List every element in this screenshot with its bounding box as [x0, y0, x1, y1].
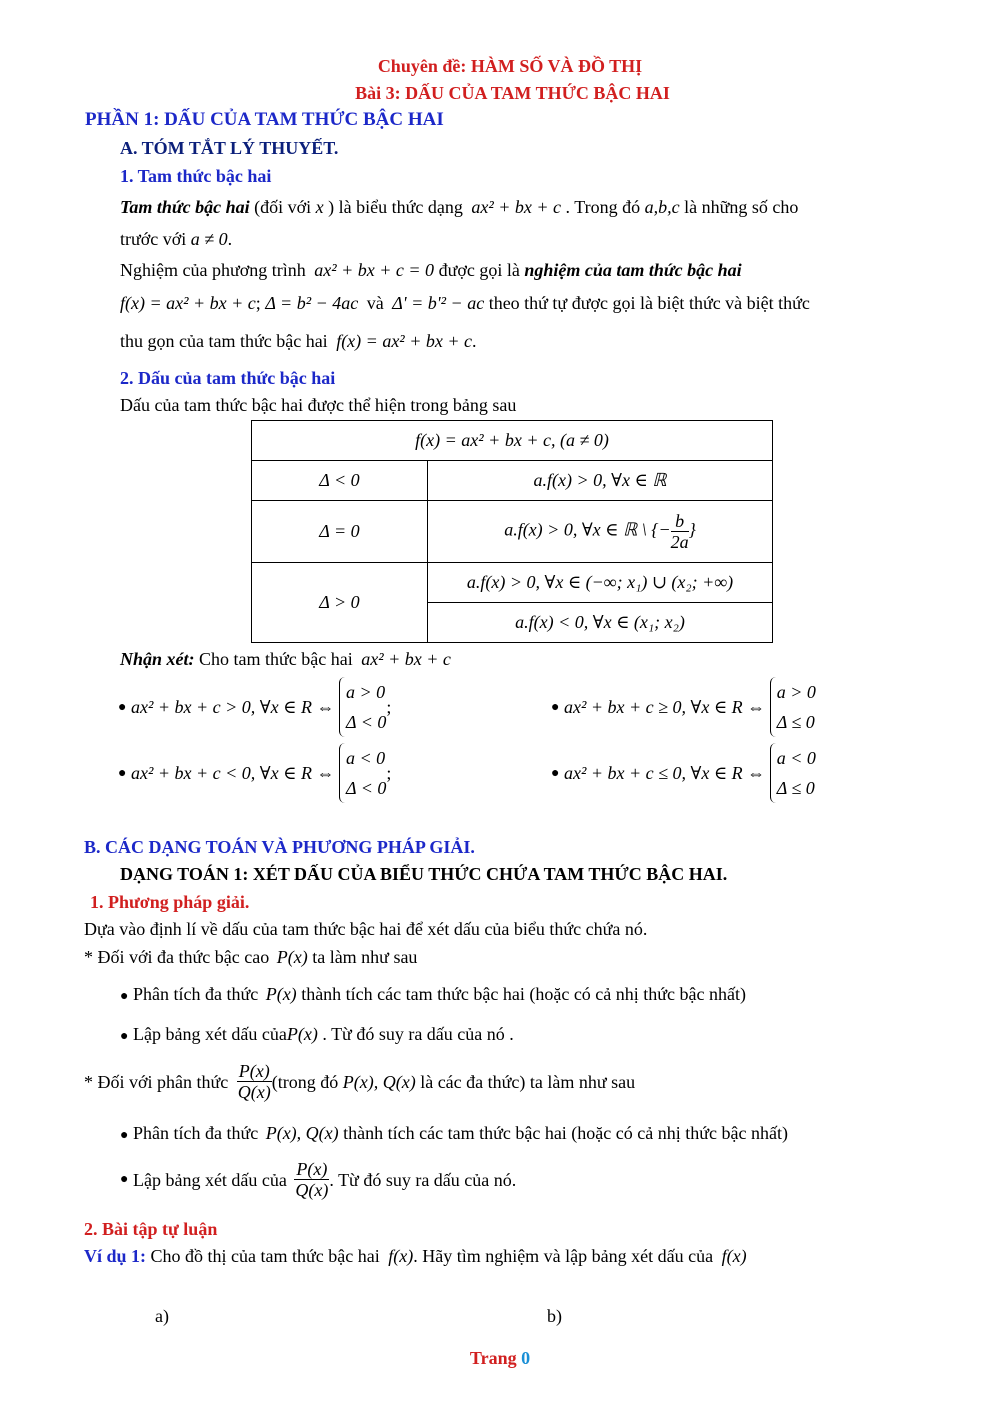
sign-row-1-result: a.f(x) > 0, ∀x ∈ ℝ: [428, 461, 773, 501]
poly-step-2-text-2: . Từ đó suy ra dấu của nó .: [322, 1024, 514, 1044]
sign-table: [251, 420, 773, 643]
poly-step-2-text-1: Lập bảng xét dấu của: [132, 1024, 287, 1044]
sign-row-3-result-2: a.f(x) < 0, ∀x ∈ (x₁; x₂): [428, 603, 773, 643]
remark-text: Cho tam thức bậc hai: [199, 649, 353, 669]
frac-intro-text-2: (trong đó: [271, 1071, 339, 1092]
page-footer: [0, 1348, 1000, 1369]
section-b-title: B. CÁC DẠNG TOÁN VÀ PHƯƠNG PHÁP GIẢI.: [84, 837, 475, 857]
bullet-icon: ●: [120, 1128, 129, 1143]
frac-intro-text-3: là các đa thức) ta làm như sau: [420, 1071, 636, 1092]
remark-item-1-lhs: ax² + bx + c > 0, ∀x ∈ R ⇔: [130, 697, 335, 717]
fraction-denominator: Q(x): [295, 1180, 329, 1201]
remark-label: Nhận xét:: [120, 649, 195, 669]
bullet-icon: ●: [120, 1171, 129, 1187]
poly-text-2: ta làm như sau: [312, 947, 418, 967]
discriminant-line: [120, 292, 810, 314]
def-text-5: trước với: [120, 229, 187, 249]
fraction-denominator: 2a: [670, 532, 689, 552]
poly-step-1-text-2: thành tích các tam thức bậc hai (hoặc có cả nhị thức bậc nhất): [301, 984, 746, 1004]
method-text: Dựa vào định lí về dấu của tam thức bậc hai để xét dấu của biểu thức chứa nó.: [84, 919, 648, 939]
sign-row-2-result: [428, 501, 773, 563]
poly-step-1-text-1: Phân tích đa thức: [132, 984, 259, 1004]
remark-item-2: [551, 677, 816, 737]
frac-intro-fraction: [237, 1061, 272, 1102]
system-line-1: a > 0: [776, 682, 816, 702]
bullet-icon: ●: [551, 700, 560, 716]
remark-item-4-lhs: ax² + bx + c ≤ 0, ∀x ∈ R ⇔: [563, 763, 766, 783]
system-line-2: Δ ≤ 0: [776, 778, 815, 798]
system-line-1: a < 0: [776, 748, 816, 768]
fraction-denominator: Q(x): [237, 1082, 271, 1103]
disc-text-2: thu gọn của tam thức bậc hai: [120, 331, 328, 351]
remark-item-1-system: [339, 677, 386, 737]
def-text-1: (đối với: [254, 197, 312, 217]
disc-text: theo thứ tự được gọi là biệt thức và biệt thức: [488, 293, 810, 313]
remark-item-1: [118, 677, 391, 737]
remark-item-3-lhs: ax² + bx + c < 0, ∀x ∈ R ⇔: [130, 763, 335, 783]
table-intro: Dấu của tam thức bậc hai được thể hiện trong bảng sau: [120, 395, 517, 415]
sign-row-3-result-1: a.f(x) > 0, ∀x ∈ (−∞; x₁) ∪ (x₂; +∞): [428, 563, 773, 603]
sign-row-2-result-pre: a.f(x) > 0, ∀x ∈ ℝ \ {−: [504, 519, 671, 540]
disc-delta-prime: Δ' = b'² − ac: [392, 293, 485, 313]
sign-row-2-fraction: [671, 511, 689, 552]
lesson-title: Bài 3: DẤU CỦA TAM THỨC BẬC HAI: [355, 83, 670, 103]
system-line-1: a < 0: [345, 748, 386, 768]
section-a-title: A. TÓM TẮT LÝ THUYẾT.: [120, 138, 339, 158]
page-number: 0: [521, 1348, 531, 1368]
def-text-4: là những số cho: [684, 197, 799, 217]
disc-and: và: [366, 293, 384, 313]
frac-step-2-text-1: Lập bảng xét dấu của: [132, 1169, 287, 1190]
polynomial-step-2: [120, 1023, 514, 1048]
fraction-step-1: [120, 1122, 788, 1147]
disc-function-2: f(x) = ax² + bx + c: [336, 331, 472, 351]
root-text-1: Nghiệm của phương trình: [120, 260, 306, 280]
example-1: [84, 1245, 747, 1267]
remark-item-2-system: [770, 677, 816, 737]
sign-row-2-condition: Δ = 0: [252, 501, 428, 563]
fraction-numerator: P(x): [238, 1061, 270, 1082]
part-b-label: b): [547, 1306, 562, 1326]
frac-intro-PQ: P(x), Q(x): [342, 1071, 416, 1092]
system-line-2: Δ ≤ 0: [776, 712, 815, 732]
frac-step-2-fraction: [294, 1159, 329, 1200]
exercise-title: 2. Bài tập tự luận: [84, 1219, 218, 1239]
disc-delta: Δ = b² − 4ac: [265, 293, 359, 313]
bullet-icon: ●: [551, 766, 560, 782]
definition-term: Tam thức bậc hai: [120, 197, 250, 217]
poly-P: P(x): [276, 947, 308, 967]
fraction-step-2: [120, 1156, 516, 1202]
part1-title: PHẦN 1: DẤU CỦA TAM THỨC BẬC HAI: [85, 109, 444, 130]
remark-item-3-end: ;: [386, 763, 392, 783]
def-abc: a,b,c: [644, 197, 680, 217]
def-text-3: . Trong đó: [565, 197, 641, 217]
root-text-2: được gọi là: [438, 260, 520, 280]
example-1-text-2: . Hãy tìm nghiệm và lập bảng xét dấu của: [413, 1246, 714, 1266]
poly-step-1-P: P(x): [265, 984, 297, 1004]
def-expression: ax² + bx + c: [471, 197, 562, 217]
def-text-6: .: [227, 229, 233, 249]
system-line-1: a > 0: [345, 682, 386, 702]
remark-item-3-system: [339, 743, 386, 803]
subsection-1-title: 1. Tam thức bậc hai: [120, 166, 272, 186]
definition-line-1: [120, 196, 798, 218]
part-a-label: a): [155, 1306, 169, 1326]
root-term: nghiệm của tam thức bậc hai: [524, 260, 742, 280]
frac-step-1-PQ: P(x), Q(x): [265, 1123, 339, 1143]
frac-intro-text-1: * Đối với phân thức: [84, 1071, 229, 1092]
fraction-numerator: P(x): [296, 1159, 328, 1180]
topic-title: Chuyên đề: HÀM SỐ VÀ ĐỒ THỊ: [377, 56, 643, 76]
bullet-icon: ●: [118, 766, 127, 782]
definition-line-2: [120, 228, 232, 250]
disc-function: f(x) = ax² + bx + c: [120, 293, 256, 313]
polynomial-step-1: [120, 983, 746, 1008]
frac-step-1-text-2: thành tích các tam thức bậc hai (hoặc có cả nhị thức bậc nhất): [343, 1123, 788, 1143]
remark-item-1-end: ;: [386, 697, 392, 717]
disc-end: .: [471, 331, 477, 351]
system-line-2: Δ < 0: [345, 712, 387, 732]
poly-text-1: * Đối với đa thức bậc cao: [84, 947, 270, 967]
remark-item-3: [118, 743, 391, 803]
poly-step-2-P: P(x): [286, 1024, 318, 1044]
bullet-icon: ●: [118, 700, 127, 716]
polynomial-intro: [84, 946, 417, 968]
sign-table-header: f(x) = ax² + bx + c, (a ≠ 0): [252, 421, 773, 461]
method-title: 1. Phương pháp giải.: [90, 892, 250, 912]
footer-label: Trang: [469, 1348, 517, 1368]
remark-line: [120, 648, 451, 670]
sign-row-1-condition: Δ < 0: [252, 461, 428, 501]
def-text-2: ) là biểu thức dạng: [328, 197, 463, 217]
root-line: [120, 259, 742, 281]
remark-item-4-system: [770, 743, 816, 803]
disc-separator: ;: [255, 293, 261, 313]
example-1-f: f(x): [388, 1246, 414, 1266]
bullet-icon: ●: [120, 1029, 129, 1044]
remark-item-4: [551, 743, 816, 803]
fraction-intro: [84, 1058, 635, 1104]
remark-item-2-lhs: ax² + bx + c ≥ 0, ∀x ∈ R ⇔: [563, 697, 766, 717]
frac-step-1-text-1: Phân tích đa thức: [132, 1123, 259, 1143]
sign-row-2-result-post: }: [688, 519, 696, 540]
system-line-2: Δ < 0: [345, 778, 387, 798]
root-equation: ax² + bx + c = 0: [314, 260, 435, 280]
frac-step-2-text-2: . Từ đó suy ra dấu của nó.: [329, 1169, 517, 1190]
dang-toan-1-title: DẠNG TOÁN 1: XÉT DẤU CỦA BIỂU THỨC CHỨA TAM THỨC BẬC HAI.: [120, 864, 728, 884]
subsection-2-title: 2. Dấu của tam thức bậc hai: [120, 368, 336, 388]
fraction-numerator: b: [671, 511, 689, 532]
example-1-text: Cho đồ thị của tam thức bậc hai: [150, 1246, 380, 1266]
def-var-x: x: [315, 197, 324, 217]
example-1-f2: f(x): [721, 1246, 747, 1266]
def-condition: a ≠ 0: [190, 229, 228, 249]
example-1-label: Ví dụ 1:: [84, 1246, 147, 1266]
remark-expression: ax² + bx + c: [361, 649, 451, 669]
bullet-icon: ●: [120, 989, 129, 1004]
sign-row-3-condition: Δ > 0: [252, 563, 428, 643]
discriminant-line-2: [120, 330, 476, 352]
